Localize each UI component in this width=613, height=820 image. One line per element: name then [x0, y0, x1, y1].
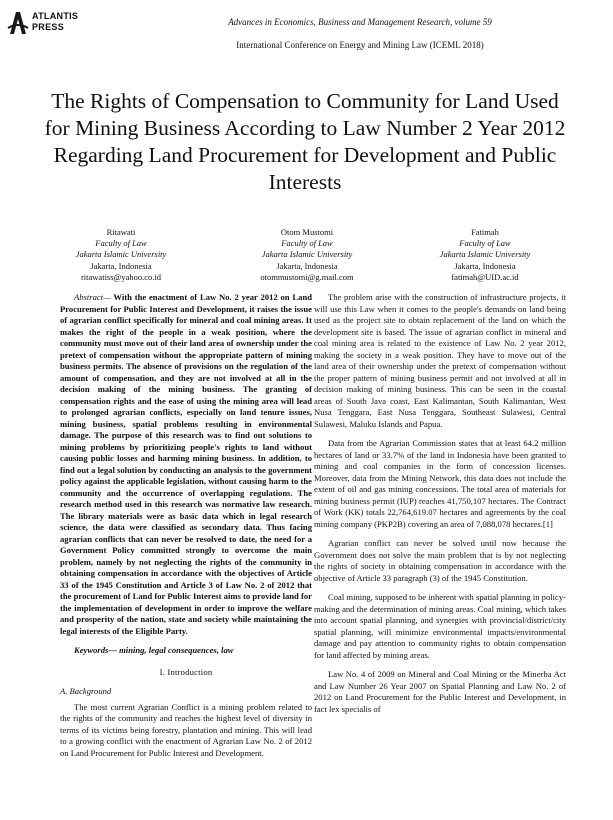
author-email[interactable]: ritawatiss@yahoo.co.id	[80, 271, 162, 282]
series-header: Advances in Economics, Business and Management Research, volume 59	[228, 17, 492, 27]
author-dept: Faculty of Law	[95, 238, 147, 249]
publisher-name	[32, 11, 78, 33]
keywords: Keywords— mining, legal consequences, law	[74, 645, 234, 655]
author-city: Jakarta, Indonesia	[90, 260, 152, 271]
author-block-3	[400, 227, 570, 283]
body-paragraph: Agrarian conflict can never be solved until now because the Government does not solve the main problem that is by not neglecting the rights of society in obtaining compensation in accordance with the objective of Article 33 paragraph (3) of the 1945 Constitution.	[314, 538, 566, 583]
body-paragraph: Coal mining, supposed to be inherent with spatial planning in policy-making and the determination of mining areas. Coal mining, which takes into account spatial planning, and synergies with provincial/district/city spatial planning, will minimize environmental impacts/environmental damage and pay attention to community rights to obtain compensation for land affected by mining areas.	[314, 592, 566, 660]
author-email[interactable]: fatimah@UID.ac.id	[451, 271, 519, 282]
author-name: Fatimah	[471, 227, 499, 237]
left-column	[60, 292, 312, 767]
conference-header: International Conference on Energy and Mining Law (ICEML 2018)	[236, 40, 484, 50]
section-heading-introduction: I. Introduction	[159, 666, 213, 677]
publisher-logo	[6, 8, 126, 38]
body-paragraph: The problem arise with the construction of infrastructure projects, it will use this Law when it comes to the people's demands on land being used as the project site to obtain replacement of the land on which the development site is based. The issue of agrarian conflict in mineral and coal mining area is related to the existence of Law No. 2 year 2012, making the society in a weak position. They have to move out of the land area of their ownership under the pretext of compensation without the proper pattern of mining business permit and not involved at all in decision making of mining business. This can be seen in the coastal areas of South Java coast, East Kalimantan, South Kalimantan, West Nusa Tenggara, East Nusa Tenggara, Southeast Sulawesi, Central Sulawesi, Maluku Islands and Papua.	[314, 292, 566, 429]
author-name: Ritawati	[106, 227, 136, 237]
author-name: Otom Mustomi	[280, 227, 334, 237]
author-dept: Faculty of Law	[281, 238, 333, 249]
author-dept: Faculty of Law	[459, 238, 511, 249]
author-univ: Jakarta Islamic University	[439, 249, 531, 260]
publisher-name-line1: ATLANTIS	[32, 11, 79, 21]
author-block-2	[222, 227, 392, 283]
publisher-name-line2: PRESS	[32, 22, 65, 32]
body-paragraph: Law No. 4 of 2009 on Mineral and Coal Mining or the Minerba Act and Law Number 26 Year 2007 on Spatial Planning and Law No. 2 of 2012 on Land Procurement for the Public Interest and Development, in fact lex specialis of	[314, 669, 566, 714]
body-paragraph: The most current Agrarian Conflict is a mining problem related to the rights of the community and reaches the highest level of diversity in terms of its victims being forestry, plantation and mining. This will lead to a growing conflict with the enactment of Agrarian Law No. 2 of 2012 on Land Procurement for Public Interest and Development.	[60, 701, 312, 758]
author-block-1	[36, 227, 206, 283]
body-paragraph: Data from the Agrarian Commission states that at least 64.2 million hectares of land or 33.7% of the land in Indonesia have been granted to mining and coal companies in the form of concession licenses. Moreover, data from the Mining Network, this data does not include the extent of oil and gas mining concessions. The total area of materials for mining business permit (IUP) reaches 41,750,107 hectares. The Contract of Work (KK) totals 22,764,619.07 hectares and agreements by the coal mining company (PKP2B) covering an area of 7,088,078 hectares.[1]	[314, 438, 566, 529]
subsection-heading-background: A. Background	[60, 686, 112, 696]
abstract	[60, 292, 312, 637]
atlantis-logo-icon	[6, 8, 30, 36]
author-city: Jakarta, Indonesia	[454, 260, 516, 271]
author-univ: Jakarta Islamic University	[261, 249, 353, 260]
abstract-label: Abstract—	[74, 292, 111, 302]
author-univ: Jakarta Islamic University	[75, 249, 167, 260]
abstract-text: With the enactment of Law No. 2 year 2012 on Land Procurement for Public Interest and Development, it raises the issue of agrarian conflict specifically for mineral and coal mining areas. It makes the right of the people in a weak position, where the community must move out of their land area of ownership under the pretext of compensation without the appropriate pattern of mining business permits. The absence of provisions on the regulation of the amount of compensation, and they are not involved at all in the decision making of the mining business. The granting of compensation rights and the ease of using the mining area will lead to prolonged agrarian conflicts, especially on land tenure issues, mining business, spatial problems resulting in environmental damage. The purpose of this research was to find out solutions to mining problems by prioritizing people's rights to land without causing public losses and harming mining business. In addition, to find out a legal solution by conducting an analysis to the government policy against the applicable legislation, without causing harm to the community and the occurrence of overlapping regulations. The research method used in this research was normative law research. The library materials were as basic data which in legal research science, the data were classified as secondary data. Thus facing agrarian conflicts that can never be resolved to date, the need for a Government Policy committed strongly to overcome the main problem, namely by not neglecting the rights of the community in obtaining compensation in accordance with the objectives of Article 33 of the 1945 Constitution and Article 3 of Law No. 2 of 2012 that the procurement of Land for Public Interest aims to provide land for the implementation of development in order to improve the welfare and prosperity of the nation, state and society while maintaining the legal interests of the Eligible Party.	[60, 292, 312, 636]
right-column	[314, 292, 566, 723]
author-email[interactable]: otommustomi@g.mail.com	[260, 271, 354, 282]
paper-title: The Rights of Compensation to Community for Land Used for Mining Business According to Law Number 2 Year 2012 Regarding Land Procurement for Development and Public Interests	[44, 89, 566, 194]
author-city: Jakarta, Indonesia	[276, 260, 338, 271]
